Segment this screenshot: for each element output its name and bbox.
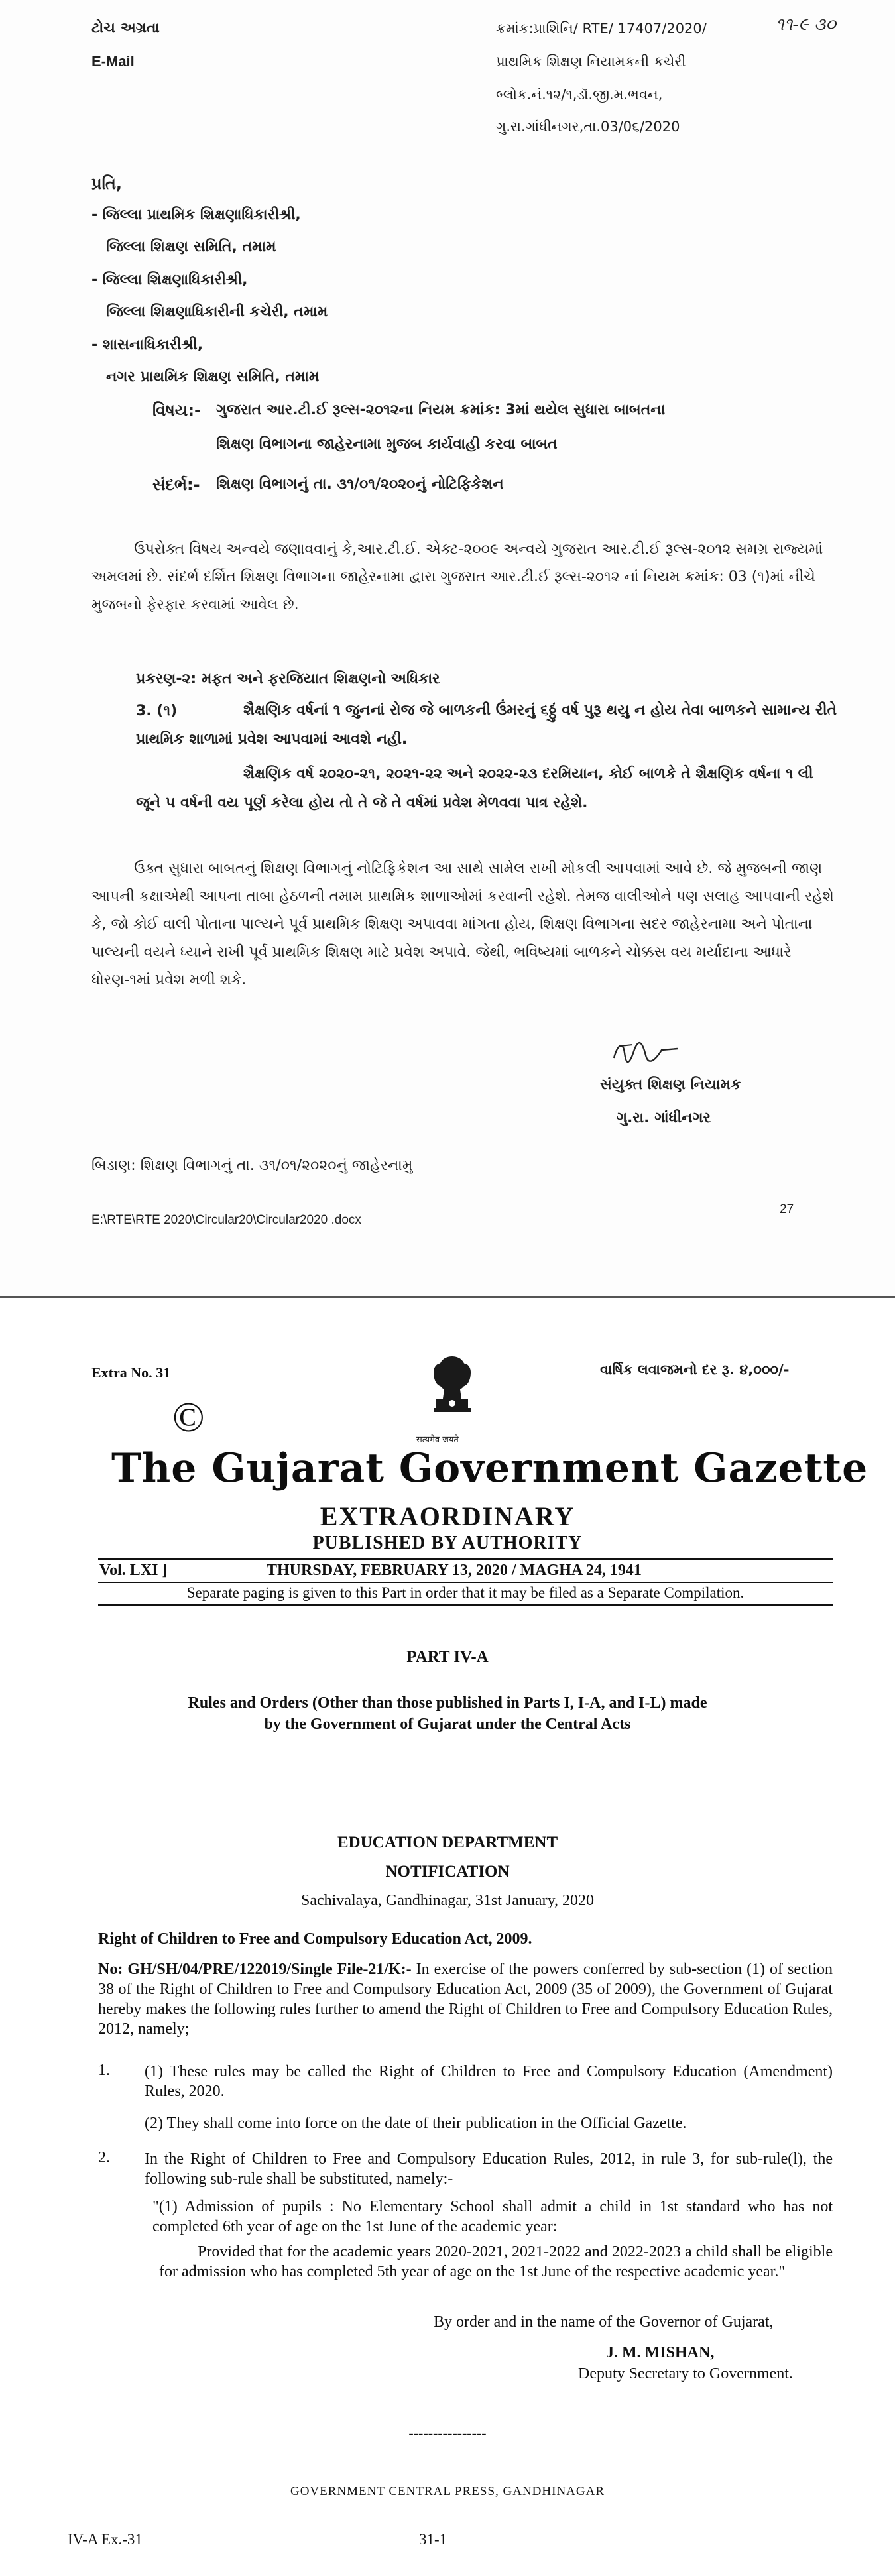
chapter-heading: પ્રકરણ-૨: મફત અને ફરજિયાત શિક્ષણનો અધિકાર bbox=[136, 671, 440, 687]
clause-text-1: શૈક્ષણિક વર્ષનાં ૧ જુનનાં રોજ જે બાળકની ઉંમરનું ૬ઠ્ઠું વર્ષ પુરૂ થયુ ન હોય તેવા બાળકને સામાન્ય રીતે પ્રાથમિક શાળામાં પ્રવેશ આપવામાં આવશે નહી. bbox=[136, 702, 837, 748]
subject-line-1: ગુજરાત આર.ટી.ઈ રૂલ્સ-૨૦૧૨ના નિયમ ક્રમાંક: 3માં થયેલ સુધારા બાબતના bbox=[216, 402, 666, 418]
annual-subscription: વાર્ષિક લવાજમનો દર રૂ. ૪,૦૦૦/- bbox=[600, 1362, 790, 1377]
reference-label: સંદર્ભ:- bbox=[152, 475, 200, 494]
office-name: પ્રાથમિક શિક્ષણ નિયામકની કચેરી bbox=[496, 54, 686, 70]
notification-number: No: GH/SH/04/PRE/122019/Single File-21/K:- bbox=[98, 1961, 412, 1978]
extraordinary-label: EXTRAORDINARY bbox=[320, 1501, 575, 1531]
reference-text: શિક્ષણ વિભાગનું તા. ૩૧/૦૧/૨૦૨૦નું નોટિફિકેશન bbox=[216, 476, 504, 493]
reference-number: ક્રમાંક:પ્રાશિનિ/ RTE/ 17407/2020/ bbox=[496, 21, 707, 36]
signatory-place: ગુ.રા. ગાંધીનગર bbox=[617, 1110, 711, 1126]
signatory-title: સંયુક્ત શિક્ષણ નિયામક bbox=[600, 1077, 741, 1093]
handwritten-reference: ૧૧-૯ ૩૦ bbox=[776, 15, 836, 34]
clause-number: 3. (૧) bbox=[136, 703, 178, 719]
enclosure-note: બિડાણ: શિક્ષણ વિભાગનું તા. ૩૧/૦૧/૨૦૨૦નું જાહેરનામુ bbox=[91, 1157, 413, 1174]
recipient-1: - જિલ્લા પ્રાથમિક શિક્ષણાધિકારીશ્રી, bbox=[91, 207, 301, 223]
rules-heading-line-1: Rules and Orders (Other than those published in Parts I, I-A, and I-L) made bbox=[188, 1694, 707, 1712]
emblem-motto: सत्यमेव जयते bbox=[416, 1435, 459, 1445]
signer-name: J. M. MISHAN, bbox=[606, 2344, 715, 2361]
notification-preamble bbox=[98, 1960, 833, 2039]
published-by-authority: PUBLISHED BY AUTHORITY bbox=[312, 1533, 583, 1553]
signature-image bbox=[609, 1038, 682, 1071]
recipient-3-office: નગર પ્રાથમિક શિક્ષણ સમિતિ, તમામ bbox=[106, 369, 320, 385]
item-2-text: In the Right of Children to Free and Compulsory Education Rules, 2012, in rule 3, for sub-rule(l), the following sub-rule shall be substituted, namely:- bbox=[145, 2150, 833, 2188]
office-block: બ્લોક.નં.૧૨/૧,ડૉ.જી.મ.ભવન, bbox=[496, 87, 663, 103]
gazette-page bbox=[0, 1296, 895, 2576]
priority-label: ટોચ અગ્રતા bbox=[91, 20, 160, 36]
recipient-2: - જિલ્લા શિક્ષણાધિકારીશ્રી, bbox=[91, 272, 248, 288]
separate-paging-note: Separate paging is given to this Part in order that it may be filed as a Separate Compilation. bbox=[186, 1584, 745, 1601]
subject-line-2: શિક્ષણ વિભાગના જાહેરનામા મુજબ કાર્યવાહી કરવા બાબત bbox=[216, 436, 558, 453]
item-2-quoted-rule: "(1) Admission of pupils : No Elementary School shall admit a child in 1st standard who has not completed 6th year of age on the 1st June of the academic year: bbox=[152, 2198, 833, 2235]
state-emblem-icon bbox=[419, 1352, 485, 1432]
prati-label: પ્રતિ, bbox=[91, 174, 123, 193]
office-place-date: ગુ.રા.ગાંધીનગર,તા.03/0૬/2020 bbox=[496, 119, 680, 135]
footer-page-number: 31-1 bbox=[419, 2531, 448, 2547]
footer-code: IV-A Ex.-31 bbox=[68, 2531, 143, 2547]
mid-rule bbox=[98, 1582, 833, 1583]
preamble-text: In exercise of the powers conferred by sub-section (1) of section 38 of the Right of Children to Free and Compulsory Education Act, 2009 (35 of 2009), the Government of Gujarat hereby makes the following rules further to amend the Right of Children to Free and Compulsory Education Rules, 2012, namely; bbox=[98, 1961, 833, 2038]
notification-heading: NOTIFICATION bbox=[385, 1863, 510, 1881]
item-2-proviso: Provided that for the academic years 2020-2021, 2021-2022 and 2022-2023 a child shall be eligible for admission who has completed 5th year of age on the 1st June of the respective academic year." bbox=[159, 2243, 833, 2280]
volume-label: Vol. LXI ] bbox=[99, 1562, 168, 1579]
item-1-clause-1: (1) These rules may be called the Right of Children to Free and Compulsory Education (Amendment) Rules, 2020. bbox=[145, 2063, 833, 2100]
rules-heading-line-2: by the Government of Gujarat under the Central Acts bbox=[264, 1716, 631, 1733]
page-number: 27 bbox=[780, 1202, 794, 1216]
item-2-number: 2. bbox=[98, 2149, 110, 2166]
place-date: Sachivalaya, Gandhinagar, 31st January, 2020 bbox=[300, 1892, 595, 1909]
department-heading: EDUCATION DEPARTMENT bbox=[337, 1834, 558, 1851]
item-1-clause-2: (2) They shall come into force on the date of their publication in the Official Gazette. bbox=[145, 2115, 687, 2132]
extra-number: Extra No. 31 bbox=[91, 1364, 171, 1381]
copyright-symbol: © bbox=[172, 1393, 205, 1440]
part-label: PART IV-A bbox=[406, 1648, 489, 1666]
by-order-line: By order and in the name of the Governor of Gujarat, bbox=[434, 2313, 774, 2331]
recipient-1-office: જિલ્લા શિક્ષણ સમિતિ, તમામ bbox=[106, 239, 276, 255]
date-line: THURSDAY, FEBRUARY 13, 2020 / MAGHA 24, 1941 bbox=[267, 1562, 642, 1579]
separator-dashes: ---------------- bbox=[408, 2425, 487, 2441]
clause-text-2: શૈક્ષણિક વર્ષ ૨૦૨૦-૨૧, ૨૦૨૧-૨૨ અને ૨૦૨૨-૨૩ દરમિયાન, કોઈ બાળકે તે શૈક્ષણિક વર્ષના ૧ લી જૂને ૫ વર્ષની વય પૂર્ણ કરેલા હોય તો તે જે તે વર્ષમાં પ્રવેશ મેળવવા પાત્ર રહેશે. bbox=[136, 766, 813, 811]
email-label: E-Mail bbox=[91, 53, 135, 70]
gazette-title: The Gujarat Government Gazette bbox=[111, 1445, 868, 1492]
file-path: E:\RTE\RTE 2020\Circular20\Circular2020 .docx bbox=[91, 1213, 361, 1227]
press-name: GOVERNMENT CENTRAL PRESS, GANDHINAGAR bbox=[290, 2485, 605, 2498]
item-1-number: 1. bbox=[98, 2062, 110, 2079]
bottom-rule bbox=[98, 1604, 833, 1606]
act-title: Right of Children to Free and Compulsory Education Act, 2009. bbox=[98, 1930, 532, 1948]
signer-title: Deputy Secretary to Government. bbox=[578, 2365, 793, 2382]
top-rule bbox=[98, 1558, 833, 1560]
recipient-3: - શાસનાધિકારીશ્રી, bbox=[91, 337, 204, 353]
closing-paragraph: ઉક્ત સુધારા બાબતનું શિક્ષણ વિભાગનું નોટિફિકેશન આ સાથે સામેલ રાખી મોકલી આપવામાં આવે છે. જે મુજબની જાણ આપની કક્ષાએથી આપના તાબા હેઠળની તમામ પ્રાથમિક શાળાઓમાં કરવાની રહેશે. તેમજ વાલીઓને પણ સલાહ આપવાની રહેશે કે, જો કોઈ વાલી પોતાના પાલ્યને પૂર્વ પ્રાથમિક શિક્ષણ અપાવવા માંગતા હોય, શિક્ષણ વિભાગના સદર જાહેરનામા અને પોતાના પાલ્યની વયને ધ્યાને રાખી પૂર્વ પ્રાથમિક શિક્ષણ માટે પ્રવેશ અપાવે. જેથી, ભવિષ્યમાં બાળકને ચોક્કસ વય મર્યાદાના આધારે ધોરણ-૧માં પ્રવેશ મળી શકે. bbox=[91, 860, 834, 988]
intro-paragraph: ઉપરોક્ત વિષય અન્વયે જણાવવાનું કે,આર.ટી.ઈ. એક્ટ-૨૦૦૯ અન્વયે ગુજરાત આર.ટી.ઈ રૂલ્સ-૨૦૧૨ સમગ્ર રાજ્યમાં અમલમાં છે. સંદર્ભ દર્શિત શિક્ષણ વિભાગના જાહેરનામા દ્વારા ગુજરાત આર.ટી.ઈ રૂલ્સ-૨૦૧૨ નાં નિયમ ક્રમાંક: 03 (૧)માં નીચે મુજબનો ફેરફાર કરવામાં આવેલ છે. bbox=[91, 541, 823, 613]
subject-label: વિષય:- bbox=[152, 401, 202, 420]
recipient-2-office: જિલ્લા શિક્ષણાધિકારીની કચેરી, તમામ bbox=[106, 304, 328, 320]
